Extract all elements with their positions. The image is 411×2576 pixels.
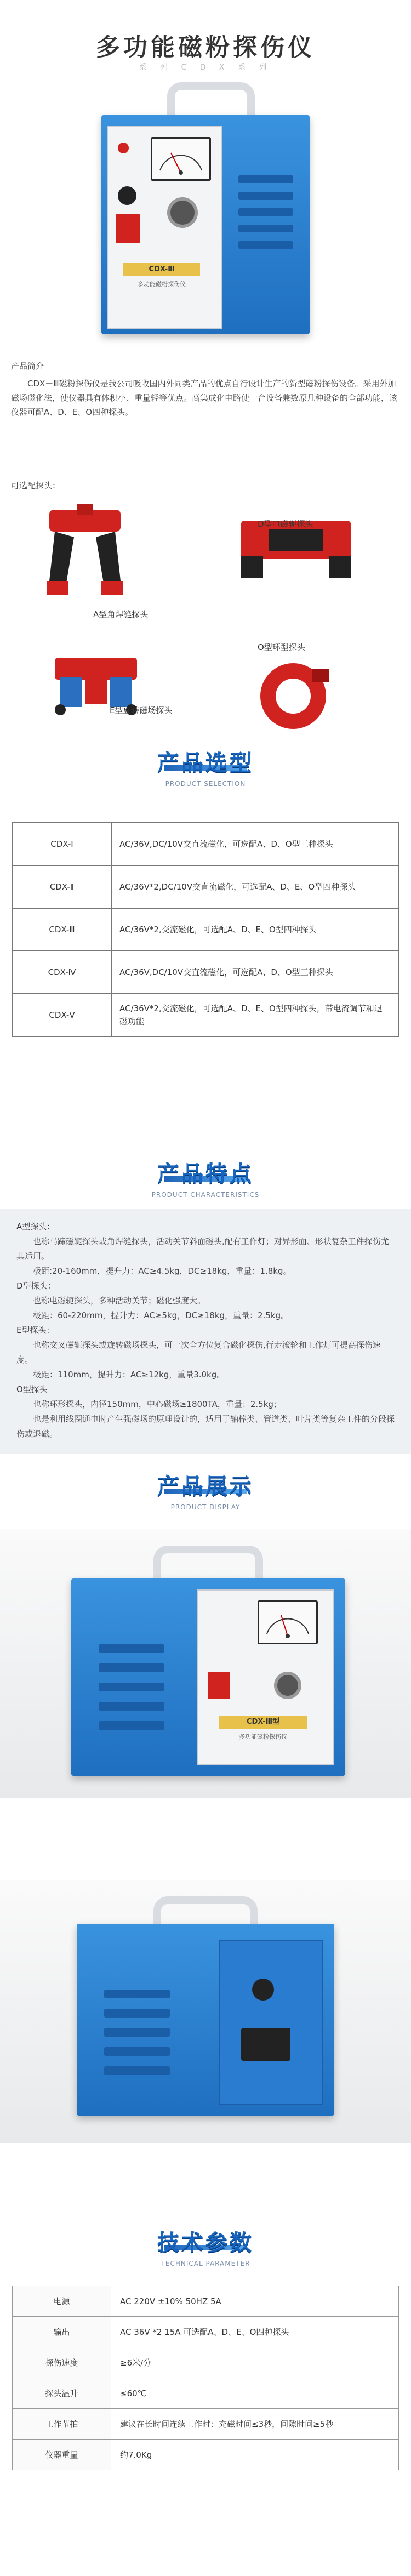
param-value-cell: ≥6米/分 [111, 2347, 399, 2378]
param-value-cell: 约7.0Kg [111, 2440, 399, 2470]
display-photo-back [0, 1880, 411, 2143]
feature-e-desc: 也称交叉磁轭探头或旋转磁场探头，可一次全方位复合磁化探伤,行走滚轮和工作灯可提高探伤速度。 [16, 1340, 381, 1365]
params-title: 技术参数 [157, 2230, 254, 2255]
param-row [13, 2286, 399, 2317]
power-knob-icon [118, 186, 136, 205]
param-key-cell: 仪器重量 [13, 2440, 111, 2470]
ammeter-icon [258, 1600, 318, 1644]
params-subtitle: TECHNICAL PARAMETER [161, 2260, 250, 2267]
model-desc-cell: AC/36V,DC/10V交直流磁化，可选配A、D、O型三种探头 [111, 823, 398, 865]
feature-d-desc: 也称电磁轭探头，多种活动关节；磁化强度大。 [33, 1296, 206, 1306]
hero-title: 多功能磁粉探伤仪 [96, 33, 315, 61]
vent-slot [238, 208, 293, 216]
fuse-holder-icon [252, 1979, 274, 2001]
model-desc-cell: AC/36V*2,DC/10V交直流磁化，可选配A、D、E、O型四种探头 [111, 865, 398, 908]
selection-row [13, 908, 398, 951]
vent-slot [104, 1990, 170, 1998]
model-desc-cell: AC/36V*2,交流磁化，可选配A、D、E、O型四种探头，带电流调节和退磁功能 [111, 994, 398, 1036]
feature-d-head: D型探头： [16, 1281, 56, 1291]
param-value-cell: 建议在长时间连续工作时：充磁时间≤3秒，间隙时间≥5秒 [111, 2409, 399, 2440]
display-subtitle: PRODUCT DISPLAY [170, 1503, 241, 1511]
selection-heading [0, 745, 411, 788]
selection-subtitle: PRODUCT SELECTION [165, 780, 246, 788]
param-value-cell: ≤60℃ [111, 2378, 399, 2409]
selection-row [13, 865, 398, 908]
model-cell: CDX-Ⅴ [13, 994, 111, 1036]
device-photo [77, 1896, 334, 2127]
feature-e-head: E型探头： [16, 1325, 55, 1335]
vent-slot [238, 241, 293, 249]
display-title: 产品展示 [157, 1474, 254, 1499]
power-inlet-icon [241, 2028, 290, 2061]
features-block [0, 1209, 411, 1454]
params-table [12, 2286, 399, 2470]
probe-o-label: O型环型探头 [258, 642, 305, 652]
feature-o-head: O型探头 [16, 1384, 48, 1394]
vent-slot [99, 1683, 164, 1691]
probe-d-label: D型电磁轭探头 [258, 519, 313, 529]
probes-title: 可选配探头： [11, 481, 61, 491]
probe-a-image [38, 504, 132, 608]
param-value-cell: AC 220V ±10% 50HZ 5A [111, 2286, 399, 2317]
model-cell: CDX-Ⅱ [13, 865, 111, 908]
vent-slot [238, 225, 293, 232]
power-switch-icon [208, 1672, 230, 1699]
selection-row [13, 951, 398, 994]
feature-o-desc: 也称环形探头，内径150mm，中心磁场≥1800TA，重量：2.5kg； [33, 1399, 282, 1409]
param-key-cell: 输出 [13, 2317, 111, 2347]
vent-slot [104, 2047, 170, 2056]
param-row [13, 2440, 399, 2470]
vent-slot [104, 2009, 170, 2018]
vent-slot [99, 1702, 164, 1711]
device-panel-caption: 多功能磁粉探伤仪 [138, 281, 186, 288]
device-back-panel [219, 1940, 323, 2105]
param-value-cell: AC 36V *2 15A 可选配A、D、E、O四种探头 [111, 2317, 399, 2347]
hero-subtitle: 系 列 C D X 系 列 [139, 63, 272, 72]
param-row [13, 2317, 399, 2347]
power-switch-icon [116, 214, 140, 243]
model-desc-cell: AC/36V,DC/10V交直流磁化，可选配A、D、O型三种探头 [111, 951, 398, 994]
output-socket-icon [167, 197, 198, 228]
output-socket-icon [274, 1672, 301, 1699]
model-cell: CDX-Ⅰ [13, 823, 111, 865]
feature-o-spec: 也是利用线圈通电时产生强磁场的原理设计的，适用于轴棒类、管道类、叶片类等复杂工件的分段探伤或退磁。 [16, 1414, 395, 1439]
vent-slot [238, 192, 293, 200]
probe-o-image [252, 652, 334, 734]
param-key-cell: 电源 [13, 2286, 111, 2317]
display-heading [0, 1469, 411, 1511]
display-photo-front [0, 1529, 411, 1798]
probe-e-label: E型旋转磁场探头 [110, 705, 173, 715]
vent-slot [104, 2028, 170, 2037]
intro-text: CDX－Ⅲ磁粉探伤仪是我公司吸收国内外同类产品的优点自行设计生产的新型磁粉探伤设备。采用外加磁场磁化法，使仪器具有体积小、重量轻等优点。高集成化电路使一台设备兼数原几种设备的全部功能，该仪器可配A、D、E、O四种探头。 [11, 379, 398, 417]
model-desc-cell: AC/36V*2,交流磁化，可选配A、D、E、O型四种探头 [111, 908, 398, 951]
vent-slot [99, 1644, 164, 1653]
intro-heading: 产品简介 [11, 361, 44, 371]
features-heading [0, 1156, 411, 1199]
features-subtitle: PRODUCT CHARACTERISTICS [151, 1191, 260, 1199]
selection-row [13, 823, 398, 865]
feature-e-spec: 极距：110mm，提升力：AC≥12kg，重量3.0kg。 [33, 1370, 225, 1380]
param-row [13, 2378, 399, 2409]
param-key-cell: 探伤速度 [13, 2347, 111, 2378]
feature-a-head: A型探头： [16, 1222, 55, 1232]
vent-slot [99, 1663, 164, 1672]
model-cell: CDX-Ⅲ [13, 908, 111, 951]
device-photo-hero [101, 82, 310, 340]
param-row [13, 2409, 399, 2440]
vent-slot [99, 1721, 164, 1730]
device-brand-plate: CDX-Ⅲ [123, 263, 200, 276]
model-cell: CDX-Ⅳ [13, 951, 111, 994]
intro-section [0, 359, 411, 419]
vent-slot [104, 2066, 170, 2075]
device-photo [71, 1546, 345, 1781]
selection-title: 产品选型 [157, 750, 254, 776]
selection-row [13, 994, 398, 1036]
param-row [13, 2347, 399, 2378]
feature-a-desc: 也称马蹄磁轭探头或角焊缝探头，活动关节斜面磁头,配有工作灯；对异形面、形状复杂工件探伤尤其适用。 [16, 1236, 389, 1261]
probe-a-label: A型角焊缝探头 [93, 609, 149, 619]
hero-section [0, 0, 411, 395]
vent-slot [238, 175, 293, 183]
feature-d-spec: 极距：60-220mm，提升力：AC≥5kg，DC≥18kg，重量：2.5kg。 [33, 1310, 289, 1320]
device-brand-plate: CDX-Ⅲ型 [219, 1716, 307, 1729]
param-key-cell: 工作节拍 [13, 2409, 111, 2440]
ammeter-icon [151, 137, 211, 181]
features-title: 产品特点 [157, 1161, 254, 1187]
feature-a-spec: 极距:20-160mm，提升力：AC≥4.5kg，DC≥18kg，重量：1.8kg。 [33, 1266, 292, 1276]
selection-table [12, 822, 399, 1037]
indicator-lamp-icon [118, 143, 129, 153]
device-plate-caption: 多功能磁粉探伤仪 [239, 1733, 287, 1740]
params-heading [0, 2225, 411, 2267]
param-key-cell: 探头温升 [13, 2378, 111, 2409]
